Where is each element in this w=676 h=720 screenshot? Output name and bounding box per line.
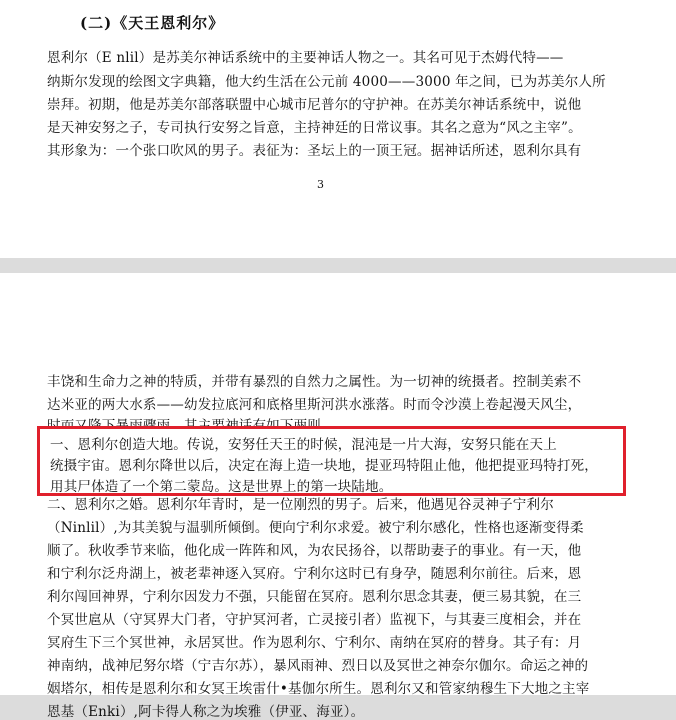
text-line: 和宁利尔泛舟湖上，被老辈神逐入冥府。宁利尔这时已有身孕，随恩利尔前往。后来，恩 bbox=[47, 566, 582, 582]
section-heading: (二)《天王恩利尔》 bbox=[80, 14, 225, 32]
text-line: 崇拜。初期，他是苏美尔部落联盟中心城市尼普尔的守护神。在苏美尔神话系统中，说他 bbox=[47, 97, 582, 113]
text-line: 二、恩利尔之婚。恩利尔年青时，是一位刚烈的男子。后来，他遇见谷灵神子宁利尔 bbox=[47, 497, 554, 513]
highlighted-paragraph bbox=[37, 426, 626, 496]
text-line: 神南纳，战神尼努尔塔（宁吉尔苏），暴风雨神、烈日以及冥世之神奈尔伽尔。命运之神的 bbox=[47, 658, 589, 674]
text-line: （Ninlil）,为其美貌与温驯所倾倒。便向宁利尔求爱。被宁利尔感化，性格也逐渐变得柔 bbox=[47, 520, 584, 536]
text-line: 丰饶和生命力之神的特质，并带有暴烈的自然力之属性。为一切神的统摄者。控制美索不 bbox=[47, 374, 582, 390]
highlight-line: 统摄宇宙。恩利尔降世以后，决定在海上造一块地，提亚玛特阻止他，他把提亚玛特打死， bbox=[50, 458, 598, 474]
document-page-top bbox=[0, 0, 676, 258]
text-line: 利尔闯回神界，宁利尔因发力不强，只能留在冥府。恩利尔思念其妻，便三易其貌，在三 bbox=[47, 589, 582, 605]
text-line: 个冥世扈从（守冥界大门者，守护冥河者，亡灵接引者）监视下，与其妻三度相会，并在 bbox=[47, 612, 582, 628]
text-line: 恩基（Enki）,阿卡得人称之为埃雅（伊亚、海亚）。 bbox=[47, 704, 365, 720]
page-number: 3 bbox=[317, 178, 324, 191]
text-line: 是天神安努之子，专司执行安努之旨意，主持神廷的日常议事。其名之意为“风之主宰”。 bbox=[47, 120, 582, 136]
text-line: 达米亚的两大水系——幼发拉底河和底格里斯河洪水涨落。时而令沙漠上卷起漫天风尘， bbox=[47, 397, 582, 413]
text-line: 其形象为：一个张口吹风的男子。表征为：圣坛上的一顶王冠。据神话所述，恩利尔具有 bbox=[47, 143, 582, 159]
text-line: 纳斯尔发现的绘图文字典籍，他大约生活在公元前 4000——3000 年之间，已为苏美尔人所 bbox=[47, 74, 606, 90]
text-line: 恩利尔（E nlil）是苏美尔神话系统中的主要神话人物之一。其名可见于杰姆代特—— bbox=[47, 50, 564, 66]
document-page-bottom bbox=[0, 273, 676, 720]
highlight-line: 用其尸体造了一个第二蒙岛。这是世界上的第一块陆地。 bbox=[50, 479, 393, 495]
text-line: 顺了。秋收季节来临，他化成一阵阵和风，为农民扬谷，以帮助妻子的事业。有一天，他 bbox=[47, 543, 582, 559]
text-line: 冥府生下三个冥世神，永居冥世。作为恩利尔、宁利尔、南纳在冥府的替身。其子有：月 bbox=[47, 635, 582, 651]
text-line: 姻塔尔，相传是恩利尔和女冥王埃雷什•基伽尔所生。恩利尔又和管家纳穆生下大地之主宰 bbox=[47, 681, 590, 697]
highlight-line: 一、恩利尔创造大地。传说，安努任天王的时候，混沌是一片大海，安努只能在天上 bbox=[50, 437, 557, 453]
